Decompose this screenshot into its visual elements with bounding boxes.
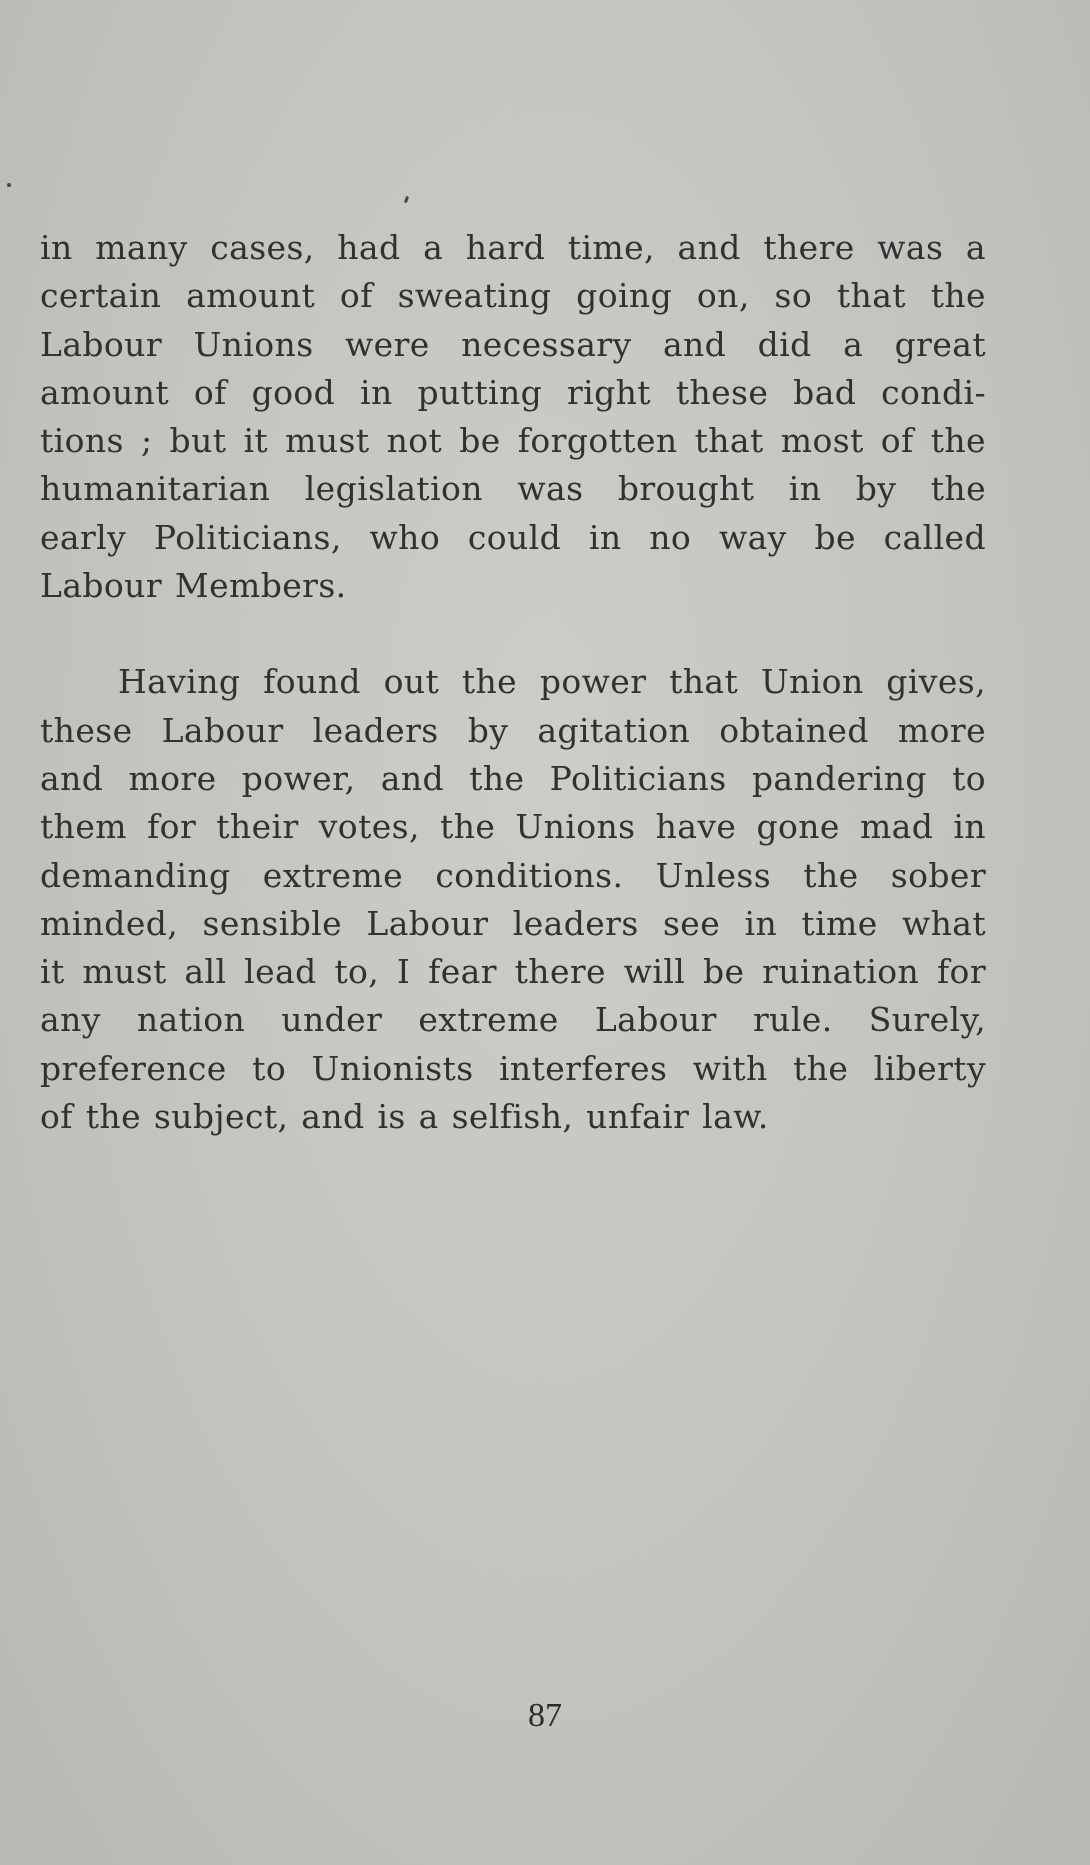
page-number: 87 (528, 1697, 562, 1734)
text-line: preference to Unionists interferes with the liberty (40, 1048, 986, 1088)
text-line: Having found out the power that Union gives, (118, 662, 986, 702)
text-line: minded, sensible Labour leaders see in time what (40, 903, 986, 943)
text-line: amount of good in putting right these bad condi- (40, 372, 986, 412)
paragraph-1 (40, 224, 986, 610)
text-line: of the subject, and is a selfish, unfair law. (40, 1097, 769, 1137)
paragraph-2 (40, 658, 986, 1141)
text-line: in many cases, had a hard time, and there was a (40, 228, 986, 267)
text-line: and more power, and the Politicians pandering to (40, 758, 986, 798)
ink-mark (404, 196, 409, 204)
text-line: it must all lead to, I fear there will be ruination for (40, 952, 986, 992)
text-line: them for their votes, the Unions have gone mad in (40, 807, 986, 847)
text-line: Labour Members. (40, 566, 347, 606)
text-line: early Politicians, who could in no way be called (40, 517, 986, 557)
text-line: demanding extreme conditions. Unless the sober (40, 855, 986, 895)
ink-speck (7, 183, 11, 187)
text-line: tions ; but it must not be forgotten that most of the (40, 421, 986, 461)
body-text (40, 224, 986, 1141)
text-line: Labour Unions were necessary and did a great (40, 324, 986, 364)
text-line: certain amount of sweating going on, so that the (40, 276, 986, 316)
text-line: these Labour leaders by agitation obtained more (40, 710, 986, 750)
text-line: any nation under extreme Labour rule. Surely, (40, 1000, 986, 1040)
text-line: humanitarian legislation was brought in by the (40, 469, 986, 509)
